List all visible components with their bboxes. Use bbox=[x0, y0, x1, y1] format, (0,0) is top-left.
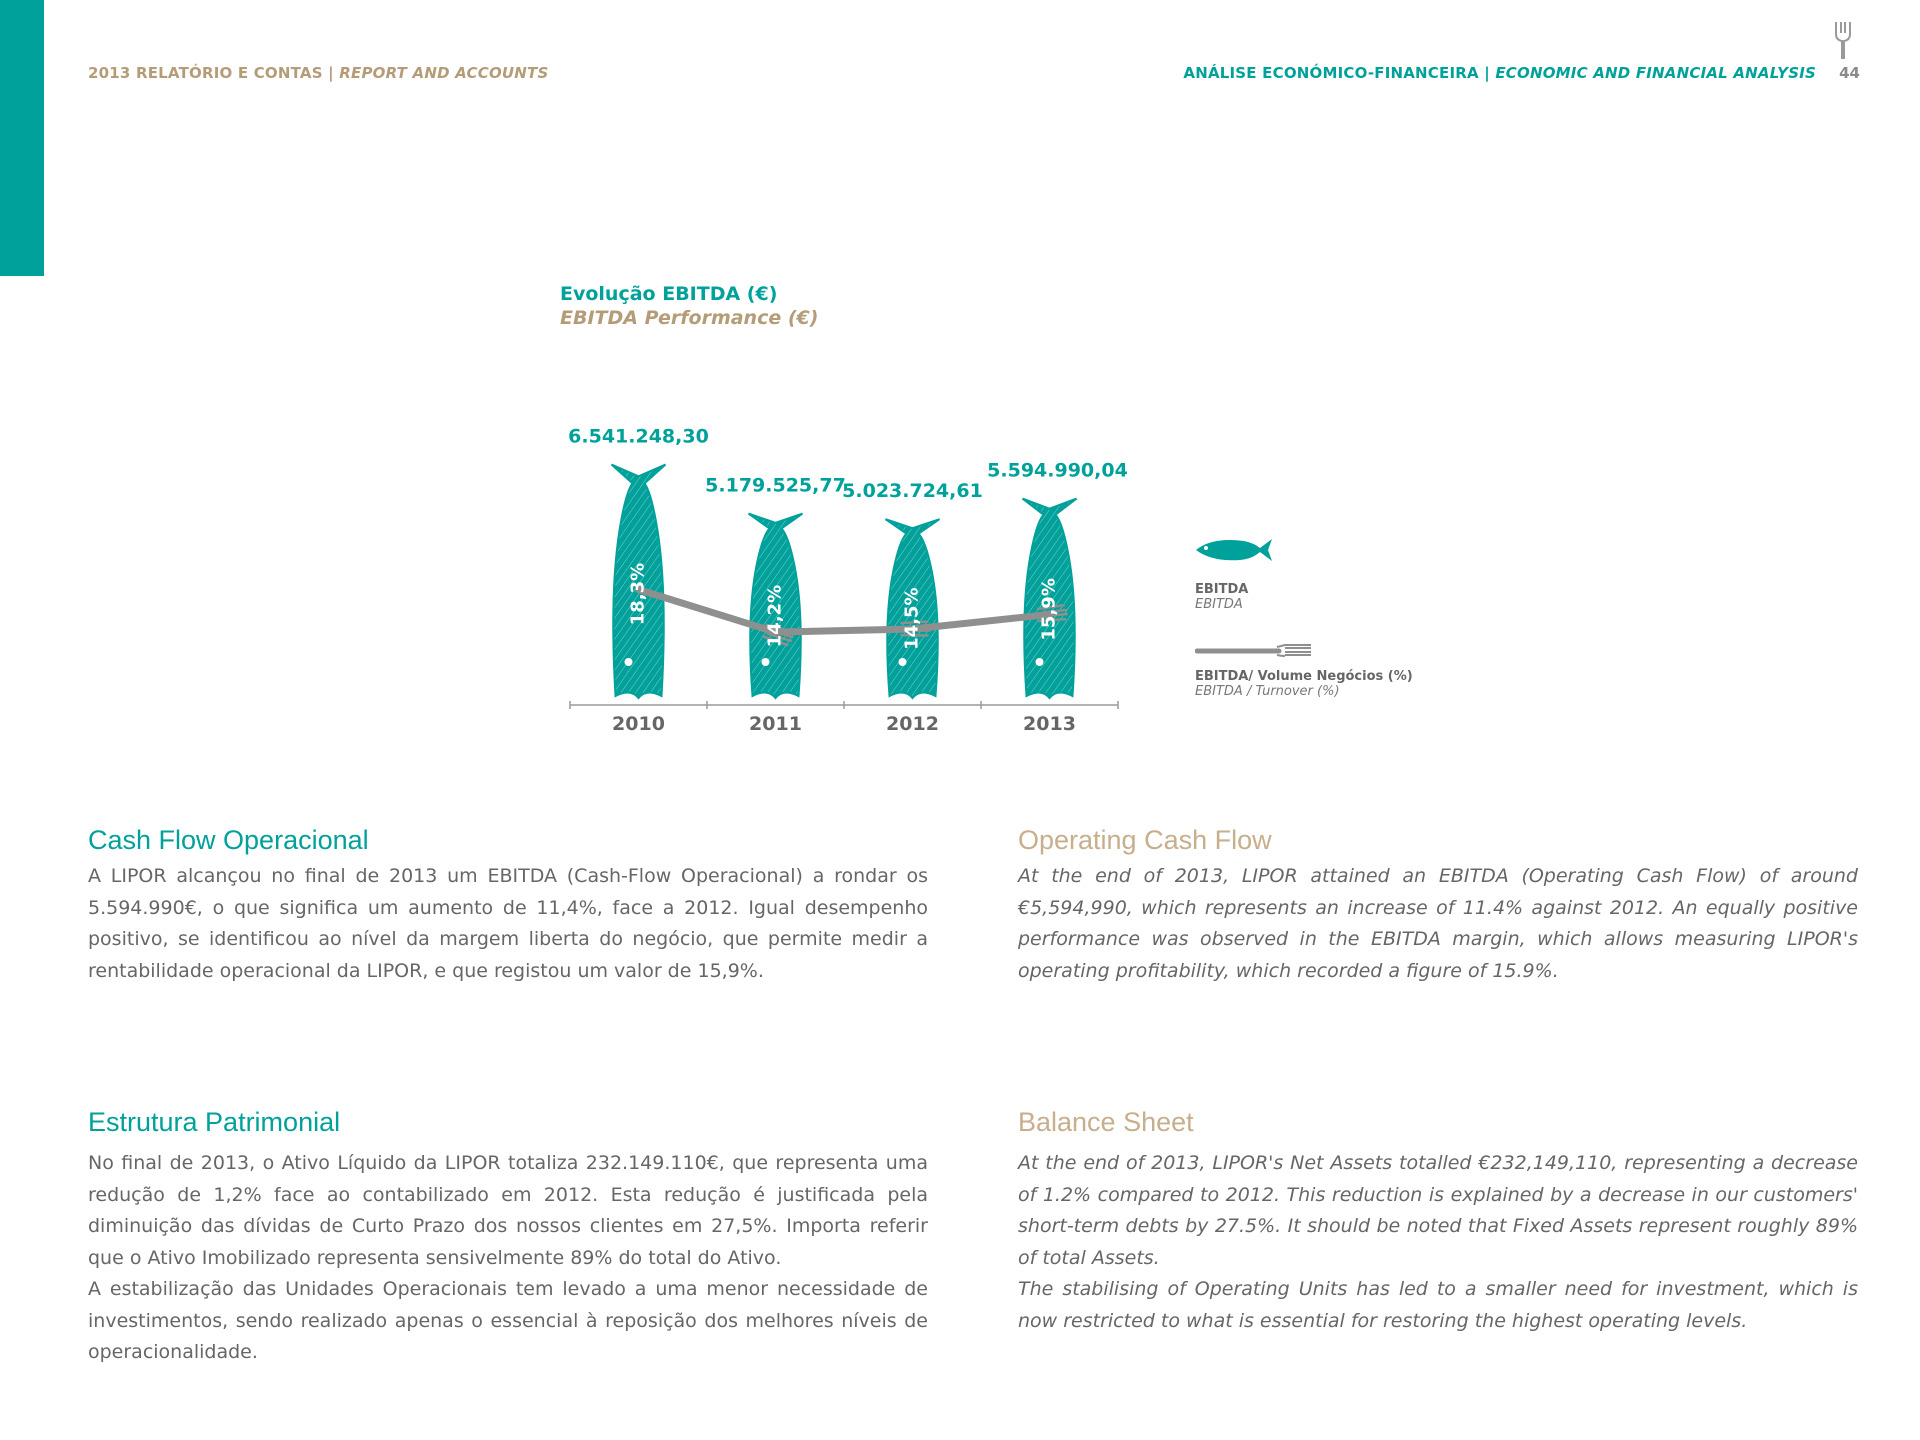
chart-title: Evolução EBITDA (€) bbox=[560, 283, 778, 305]
margin-label-2010: 18,3% bbox=[627, 562, 649, 626]
fish-eye-2011 bbox=[762, 658, 770, 666]
header-report-title bbox=[88, 64, 548, 82]
legend-margin-sub: EBITDA / Turnover (%) bbox=[1195, 684, 1340, 699]
heading-balance-en: Balance Sheet bbox=[1018, 1107, 1194, 1137]
fish-eye-2010 bbox=[625, 658, 633, 666]
ebitda-value-label-2012: 5.023.724,61 bbox=[842, 480, 983, 503]
axis-label-2010: 2010 bbox=[612, 713, 665, 735]
axis-label-2012: 2012 bbox=[886, 713, 939, 735]
legend-margin-title: EBITDA/ Volume Negócios (%) bbox=[1195, 669, 1413, 684]
axis-label-2011: 2011 bbox=[749, 713, 802, 735]
fish-eye-2013 bbox=[1036, 658, 1044, 666]
heading-cash-flow-pt: Cash Flow Operacional bbox=[88, 825, 369, 855]
margin-label-2013: 15,9% bbox=[1038, 578, 1060, 641]
heading-cash-flow-en: Operating Cash Flow bbox=[1018, 825, 1272, 855]
header-right-pt: ANÁLISE ECONÓMICO-FINANCEIRA | bbox=[1183, 64, 1490, 82]
paragraph-cash-flow-pt: A LIPOR alcançou no final de 2013 um EBITDA (Cash-Flow Operacional) a rondar os 5.594.990€, o que significa um aumento de 11,4%, face a 2012. Igual desempenho positivo, se identificou ao nível da margem liberta do negócio, que permite medir a rentabilidade operacional da LIPOR, e que registou um valor de 15,9%. bbox=[88, 865, 928, 982]
legend-ebitda-sub: EBITDA bbox=[1195, 597, 1243, 612]
margin-label-2011: 14,2% bbox=[764, 584, 786, 648]
fish-eye-2012 bbox=[899, 658, 907, 666]
paragraph-balance-pt-2: A estabilização das Unidades Operacionais tem levado a uma menor necessidade de investimentos, sendo realizado apenas o essencial à reposição dos melhores níveis de operacionalidade. bbox=[88, 1278, 928, 1363]
margin-fork-line bbox=[639, 589, 1050, 632]
ebitda-chart bbox=[540, 400, 1160, 740]
header-left-pt: 2013 RELATÓRIO E CONTAS | bbox=[88, 64, 334, 82]
teal-side-bar bbox=[0, 0, 44, 276]
paragraph-cash-flow-en: At the end of 2013, LIPOR attained an EBITDA (Operating Cash Flow) of around €5,594,990, which represents an increase of 11.4% against 2012. An equally positive performance was observed in the EBITDA margin, which allows measuring LIPOR's operating profitability, which recorded a figure of 15.9%. bbox=[1018, 865, 1858, 982]
page-number: 44 bbox=[1839, 64, 1860, 82]
legend-fish-icon bbox=[1192, 535, 1276, 565]
header-left-en: REPORT AND ACCOUNTS bbox=[339, 64, 549, 82]
axis-label-2013: 2013 bbox=[1023, 713, 1076, 735]
margin-label-2012: 14,5% bbox=[901, 587, 923, 650]
legend-ebitda bbox=[1195, 582, 1248, 612]
legend-ebitda-title: EBITDA bbox=[1195, 582, 1249, 597]
header-section-title bbox=[1183, 64, 1816, 82]
ebitda-value-label-2011: 5.179.525,77 bbox=[705, 474, 846, 497]
chart-subtitle: EBITDA Performance (€) bbox=[560, 307, 819, 329]
legend-fork-icon bbox=[1195, 642, 1315, 658]
header-right-en: ECONOMIC AND FINANCIAL ANALYSIS bbox=[1495, 64, 1816, 82]
heading-balance-pt: Estrutura Patrimonial bbox=[88, 1107, 341, 1137]
paragraph-balance-pt-1: No final de 2013, o Ativo Líquido da LIPOR totaliza 232.149.110€, que representa uma redução de 1,2% face ao contabilizado em 2012. Esta redução é justificada pela diminuição das dívidas de Curto Prazo dos nossos clientes em 27,5%. Importa referir que o Ativo Imobilizado representa sensivelmente 89% do total do Ativo. bbox=[88, 1152, 928, 1269]
paragraph-balance-en-1: At the end of 2013, LIPOR's Net Assets totalled €232,149,110, representing a decrease of 1.2% compared to 2012. This reduction is explained by a decrease in our customers' short-term debts by 27.5%. It should be noted that Fixed Assets represent roughly 89% of total Assets. bbox=[1018, 1152, 1858, 1269]
legend-margin bbox=[1195, 669, 1413, 699]
fork-icon bbox=[1834, 20, 1852, 60]
ebitda-value-label-2013: 5.594.990,04 bbox=[987, 459, 1128, 482]
ebitda-value-label-2010: 6.541.248,30 bbox=[568, 425, 709, 448]
paragraph-balance-en-2: The stabilising of Operating Units has led to a smaller need for investment, which is now restricted to what is essential for restoring the highest operating levels. bbox=[1018, 1278, 1858, 1332]
